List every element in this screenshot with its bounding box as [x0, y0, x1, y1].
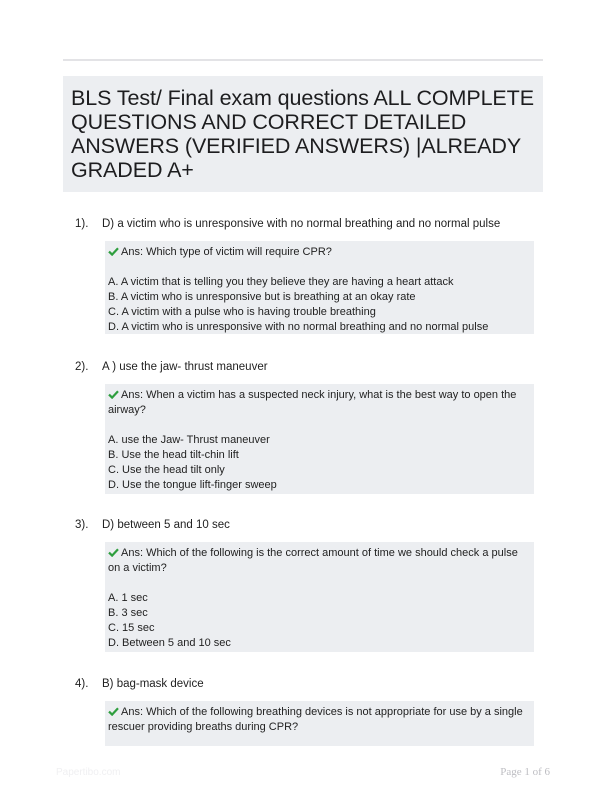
answer-prompt: Ans: Which type of victim will require CPR? [121, 246, 332, 258]
answer-box [105, 542, 534, 652]
answer-prompt: Ans: Which of the following breathing devices is not appropriate for use by a single rescuer providing breaths during CPR? [108, 706, 523, 733]
option-d: D. Between 5 and 10 sec [108, 637, 231, 649]
answer-box [105, 701, 534, 746]
document-title: BLS Test/ Final exam questions ALL COMPLETE QUESTIONS AND CORRECT DETAILED ANSWERS (VERIFIED ANSWERS) |ALREADY GRADED A+ [71, 86, 534, 182]
option-a: A. 1 sec [108, 592, 148, 604]
option-c: C. 15 sec [108, 622, 155, 634]
option-b: B. A victim who is unresponsive but is breathing at an okay rate [108, 291, 416, 303]
answer-prompt: Ans: When a victim has a suspected neck injury, what is the best way to open the airway? [108, 389, 517, 416]
top-divider [63, 59, 543, 61]
question-number: 3). [75, 519, 89, 531]
title-banner [63, 76, 543, 192]
answer-box [105, 241, 534, 334]
question-answer: A ) use the jaw- thrust maneuver [102, 361, 268, 373]
option-b: B. Use the head tilt-chin lift [108, 449, 239, 461]
question-4 [75, 676, 545, 733]
question-3 [75, 517, 545, 649]
option-a: A. use the Jaw- Thrust maneuver [108, 434, 270, 446]
option-a: A. A victim that is telling you they believe they are having a heart attack [108, 276, 454, 288]
check-icon [108, 707, 119, 716]
answer-box [105, 384, 534, 494]
question-answer: B) bag-mask device [102, 678, 204, 690]
footer-watermark: Papertibo.com [56, 767, 121, 778]
check-icon [108, 548, 119, 557]
question-answer: D) a victim who is unresponsive with no normal breathing and no normal pulse [102, 218, 501, 230]
check-icon [108, 390, 119, 399]
question-number: 4). [75, 678, 89, 690]
question-1 [75, 216, 545, 333]
question-number: 1). [75, 218, 89, 230]
question-number: 2). [75, 361, 89, 373]
check-icon [108, 247, 119, 256]
question-2 [75, 359, 545, 491]
answer-prompt: Ans: Which of the following is the correct amount of time we should check a pulse on a victim? [108, 547, 518, 574]
option-d: D. Use the tongue lift-finger sweep [108, 479, 277, 491]
page-indicator: Page 1 of 6 [500, 766, 550, 778]
option-c: C. Use the head tilt only [108, 464, 225, 476]
option-d: D. A victim who is unresponsive with no normal breathing and no normal pulse [108, 321, 489, 333]
option-b: B. 3 sec [108, 607, 148, 619]
option-c: C. A victim with a pulse who is having trouble breathing [108, 306, 376, 318]
question-answer: D) between 5 and 10 sec [102, 519, 230, 531]
